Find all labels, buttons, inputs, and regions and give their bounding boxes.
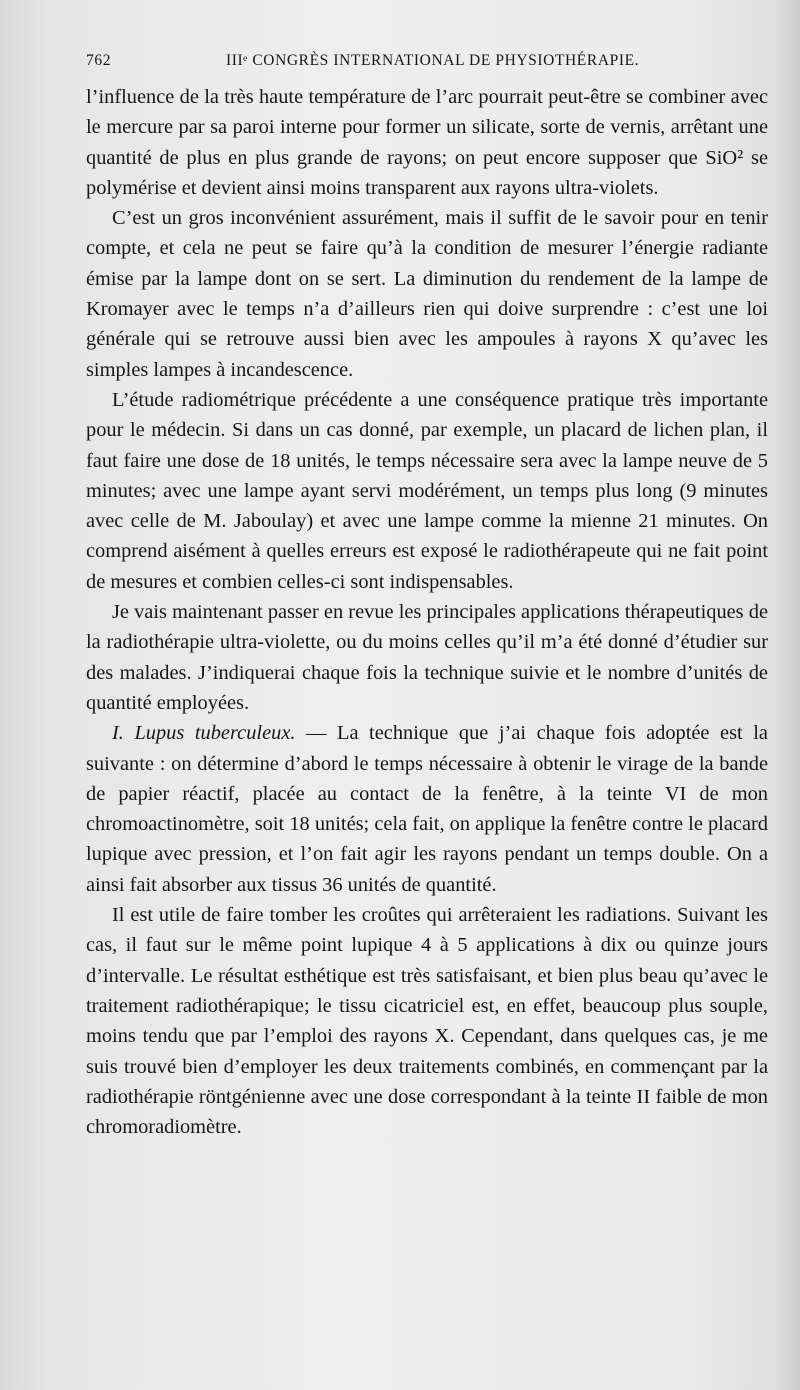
page-edge-shadow xyxy=(776,0,800,1390)
body-text xyxy=(86,82,768,1142)
paragraph-5-text: — La technique que j’ai chaque fois adoptée est la suivante : on détermine d’abord le temps nécessaire à obtenir le virage de la bande de papier réactif, placée au contact de la fenêtre, à la teinte VI de mon chromoactinomètre, soit 18 unités; cela fait, on applique la fenêtre contre le placard lupique avec pression, et l’on fait agir les rayons pendant un temps double. On a ainsi fait absorber aux tissus 36 unités de quantité. xyxy=(86,722,768,896)
paragraph-1: l’influence de la très haute température de l’arc pourrait peut-être se combiner avec le mercure par sa paroi interne pour former un silicate, sorte de vernis, arrêtant une quantité de plus en plus grande de rayons; on peut encore supposer que SiO² se polymérise et devient ainsi moins transparent aux rayons ultra-violets. xyxy=(86,86,768,199)
section-heading-lupus: I. Lupus tuberculeux. xyxy=(112,722,296,745)
running-head xyxy=(86,48,776,74)
page-number: 762 xyxy=(86,52,112,69)
paragraph-3: L’étude radiométrique précédente a une conséquence pratique très importante pour le médecin. Si dans un cas donné, par exemple, un placard de lichen plan, il faut faire une dose de 18 unités, le temps nécessaire sera avec la lampe neuve de 5 minutes; avec une lampe ayant servi modérément, un temps plus long (9 minutes avec celle de M. Jaboulay) et avec une lampe comme la mienne 21 minutes. On comprend aisément à quelles erreurs est exposé le radiothérapeute qui ne fait point de mesures et combien celles-ci sont indispensables. xyxy=(86,388,768,593)
paragraph-2: C’est un gros inconvénient assurément, mais il suffit de le savoir pour en tenir compte, et cela ne peut se faire qu’à la condition de mesurer l’énergie radiante émise par la lampe dont on se sert. La diminution du rendement de la lampe de Kromayer avec le temps n’a d’ailleurs rien qui doive surprendre : c’est une loi générale qui se retrouve aussi bien avec les ampoules à rayons X qu’avec les simples lampes à incandescence. xyxy=(86,207,768,381)
paragraph-5 xyxy=(86,718,768,900)
paragraph-6: Il est utile de faire tomber les croûtes qui arrêteraient les radiations. Suivant les cas, il faut sur le même point lupique 4 à 5 applications à dix ou quinze jours d’intervalle. Le résultat esthétique est très satisfaisant, et bien plus beau qu’avec le traitement radiothérapique; le tissu cicatriciel est, en effet, beaucoup plus souple, moins tendu que par l’emploi des rayons X. Cependant, dans quelques cas, je me suis trouvé bien d’employer les deux traitements combinés, en commençant par la radiothérapie röntgénienne avec une dose correspondant à la teinte II faible de mon chromoradiomètre. xyxy=(86,904,768,1139)
running-title: IIIᵉ CONGRÈS INTERNATIONAL DE PHYSIOTHÉRAPIE. xyxy=(226,52,640,69)
paragraph-4: Je vais maintenant passer en revue les principales applications thérapeutiques de la radiothérapie ultra-violette, ou du moins celles qu’il m’a été donné d’étudier sur des malades. J’indiquerai chaque fois la technique suivie et le nombre d’unités de quantité employées. xyxy=(86,601,768,714)
